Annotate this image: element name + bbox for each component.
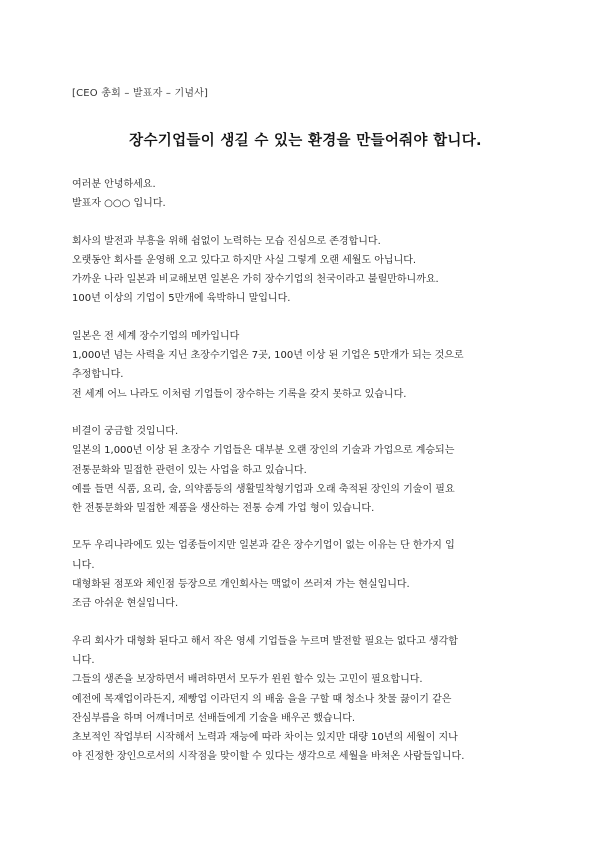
text-line: 전통문화와 밀접한 관련이 있는 사업을 하고 있습니다. bbox=[72, 464, 307, 476]
text-line: 일본의 1,000년 이상 된 초장수 기업들은 대부분 오랜 장인의 기술과 가업으로 계승되는 bbox=[72, 445, 455, 457]
document-header: [CEO 총회 – 발표자 – 기념사] bbox=[72, 88, 209, 99]
text-line: 예를 들면 식품, 요리, 술, 의약품등의 생활밀착형기업과 오래 축적된 장인의 기술이 필요 bbox=[72, 483, 455, 495]
text-line: 한 전통문화와 밀접한 제품을 생산하는 전통 승계 가업 형이 있습니다. bbox=[72, 503, 375, 515]
text-line: 발표자 ○○○ 입니다. bbox=[72, 198, 166, 210]
text-line: 대형화된 점포와 체인점 등장으로 개인회사는 맥없이 쓰러져 가는 현실입니다. bbox=[72, 579, 410, 591]
text-line: 여러분 안녕하세요. bbox=[72, 179, 156, 190]
text-line: 회사의 발전과 부흥을 위해 쉼없이 노력하는 모습 진심으로 존경합니다. bbox=[72, 235, 381, 247]
text-line: 추정합니다. bbox=[72, 369, 124, 381]
text-line: 100년 이상의 기업이 5만개에 육박하니 말입니다. bbox=[72, 293, 291, 305]
text-line: 전 세계 어느 나라도 이처럼 기업들이 장수하는 기록을 갖지 못하고 있습니다. bbox=[72, 388, 407, 400]
text-line: 가까운 나라 일본과 비교해보면 일본은 가히 장수기업의 천국이라고 불릴만하니까요. bbox=[72, 274, 439, 286]
text-line: 그들의 생존을 보장하면서 배려하면서 모두가 윈윈 할수 있는 고민이 필요합니다. bbox=[72, 674, 423, 686]
text-line: 니다. bbox=[72, 654, 95, 666]
text-line: 조금 아쉬운 현실입니다. bbox=[72, 598, 179, 610]
paragraph bbox=[72, 232, 539, 309]
text-line: 잔심부름을 하며 어깨너머로 선배들에게 기술을 배우곤 했습니다. bbox=[72, 712, 356, 724]
text-line: 니다. bbox=[72, 559, 95, 571]
text-line: 일본은 전 세계 장수기업의 메카입니다 bbox=[72, 330, 240, 342]
document-body bbox=[72, 175, 539, 767]
text-line: 비결이 궁금할 것입니다. bbox=[72, 425, 179, 437]
paragraph bbox=[72, 632, 539, 767]
text-line: 1,000년 넘는 사력을 지닌 초장수기업은 7곳, 100년 이상 된 기업은 5만개가 되는 것으로 bbox=[72, 350, 464, 362]
text-line: 초보적인 작업부터 시작해서 노력과 재능에 따라 차이는 있지만 대량 10년의 세월이 지나 bbox=[72, 732, 458, 744]
text-line: 오랫동안 회사를 운영해 오고 있다고 하지만 사실 그렇게 오랜 세월도 아닙니다. bbox=[72, 254, 417, 266]
paragraph bbox=[72, 422, 539, 518]
text-line: 모두 우리나라에도 있는 업종들이지만 일본과 같은 장수기업이 없는 이유는 단 한가지 입 bbox=[72, 540, 455, 552]
paragraph bbox=[72, 175, 539, 214]
text-line: 우리 회사가 대형화 된다고 해서 작은 영세 기업들을 누르며 발전할 필요는 없다고 생각합 bbox=[72, 635, 458, 647]
text-line: 야 진정한 장인으로서의 시작점을 맞이할 수 있다는 생각으로 세월을 바쳐온 사람들입니다. bbox=[72, 751, 465, 763]
text-line: 예전에 목재업이라든지, 제빵업 이라던지 의 배움 을을 구할 때 청소나 찻물 끓이기 같은 bbox=[72, 693, 452, 705]
paragraph bbox=[72, 536, 539, 613]
paragraph bbox=[72, 327, 539, 404]
document-title: 장수기업들이 생길 수 있는 환경을 만들어줘야 합니다. bbox=[129, 133, 482, 149]
